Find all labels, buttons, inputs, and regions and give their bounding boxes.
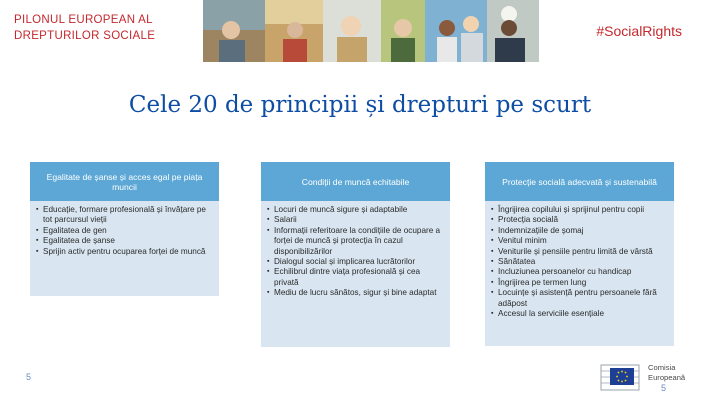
list-item: ▪ Echilibrul dintre viața profesională și cea privată xyxy=(267,267,444,288)
list-item: ▪ Locuințe și asistență pentru persoanele fără adăpost xyxy=(491,288,668,309)
list-item: ▪ Educație, formare profesională și învățare pe tot parcursul vieții xyxy=(36,205,213,226)
logo-text-line1: Comisia xyxy=(648,363,676,372)
list-item: ▪ Mediu de lucru sănătos, sigur și bine adaptat xyxy=(267,288,444,298)
eu-flag-icon xyxy=(610,368,634,385)
list-item: ▪ Accesul la serviciile esențiale xyxy=(491,309,668,319)
list-item: ▪ Veniturile și pensiile pentru limită de vârstă xyxy=(491,247,668,257)
principles-list xyxy=(491,205,668,319)
list-item: ▪ Locuri de muncă sigure și adaptabile xyxy=(267,205,444,215)
column-equal-opportunities xyxy=(30,162,219,296)
column-header: Egalitate de șanse și acces egal pe piața muncii xyxy=(30,162,219,201)
header-photo-strip xyxy=(203,0,539,62)
list-item: ▪ Indemnizațiile de șomaj xyxy=(491,226,668,236)
page-headline: Cele 20 de principii și drepturi pe scurt xyxy=(128,92,592,118)
list-item: ▪ Sprijin activ pentru ocuparea forței de muncă xyxy=(36,247,213,257)
column-body xyxy=(30,201,219,296)
list-item: ▪ Egalitatea de șanse xyxy=(36,236,213,246)
column-header: Protecție socială adecvată și sustenabilă xyxy=(485,162,674,201)
principles-list xyxy=(267,205,444,299)
list-item: ▪ Îngrijirea pe termen lung xyxy=(491,278,668,288)
page-number: 5 xyxy=(26,372,32,382)
list-item: ▪ Dialogul social și implicarea lucrătorilor xyxy=(267,257,444,267)
column-body xyxy=(485,201,674,346)
column-fair-working-conditions xyxy=(261,162,450,347)
list-item: ▪ Protecția socială xyxy=(491,215,668,225)
logo-text xyxy=(648,363,685,382)
logo-page-number: 5 xyxy=(661,383,667,393)
list-item: ▪ Îngrijirea copilului și sprijinul pentru copii xyxy=(491,205,668,215)
header-title: PILONUL EUROPEAN AL DREPTURILOR SOCIALE xyxy=(14,14,156,42)
list-item: ▪ Sănătatea xyxy=(491,257,668,267)
header-photos-image xyxy=(203,0,539,62)
column-header: Condiții de muncă echitabile xyxy=(261,162,450,201)
logo-text-line2: Europeană xyxy=(648,372,686,382)
column-body xyxy=(261,201,450,347)
list-item: ▪ Venitul minim xyxy=(491,236,668,246)
list-item: ▪ Salarii xyxy=(267,215,444,225)
principles-list xyxy=(36,205,213,257)
column-social-protection xyxy=(485,162,674,346)
list-item: ▪ Egalitatea de gen xyxy=(36,226,213,236)
list-item: ▪ Incluziunea persoanelor cu handicap xyxy=(491,267,668,277)
hashtag: #SocialRights xyxy=(596,23,682,39)
list-item: ▪ Informații referitoare la condițiile de ocupare a forței de muncă și protecția în cazul disponibilizărilor xyxy=(267,226,444,257)
european-commission-logo xyxy=(600,357,710,397)
